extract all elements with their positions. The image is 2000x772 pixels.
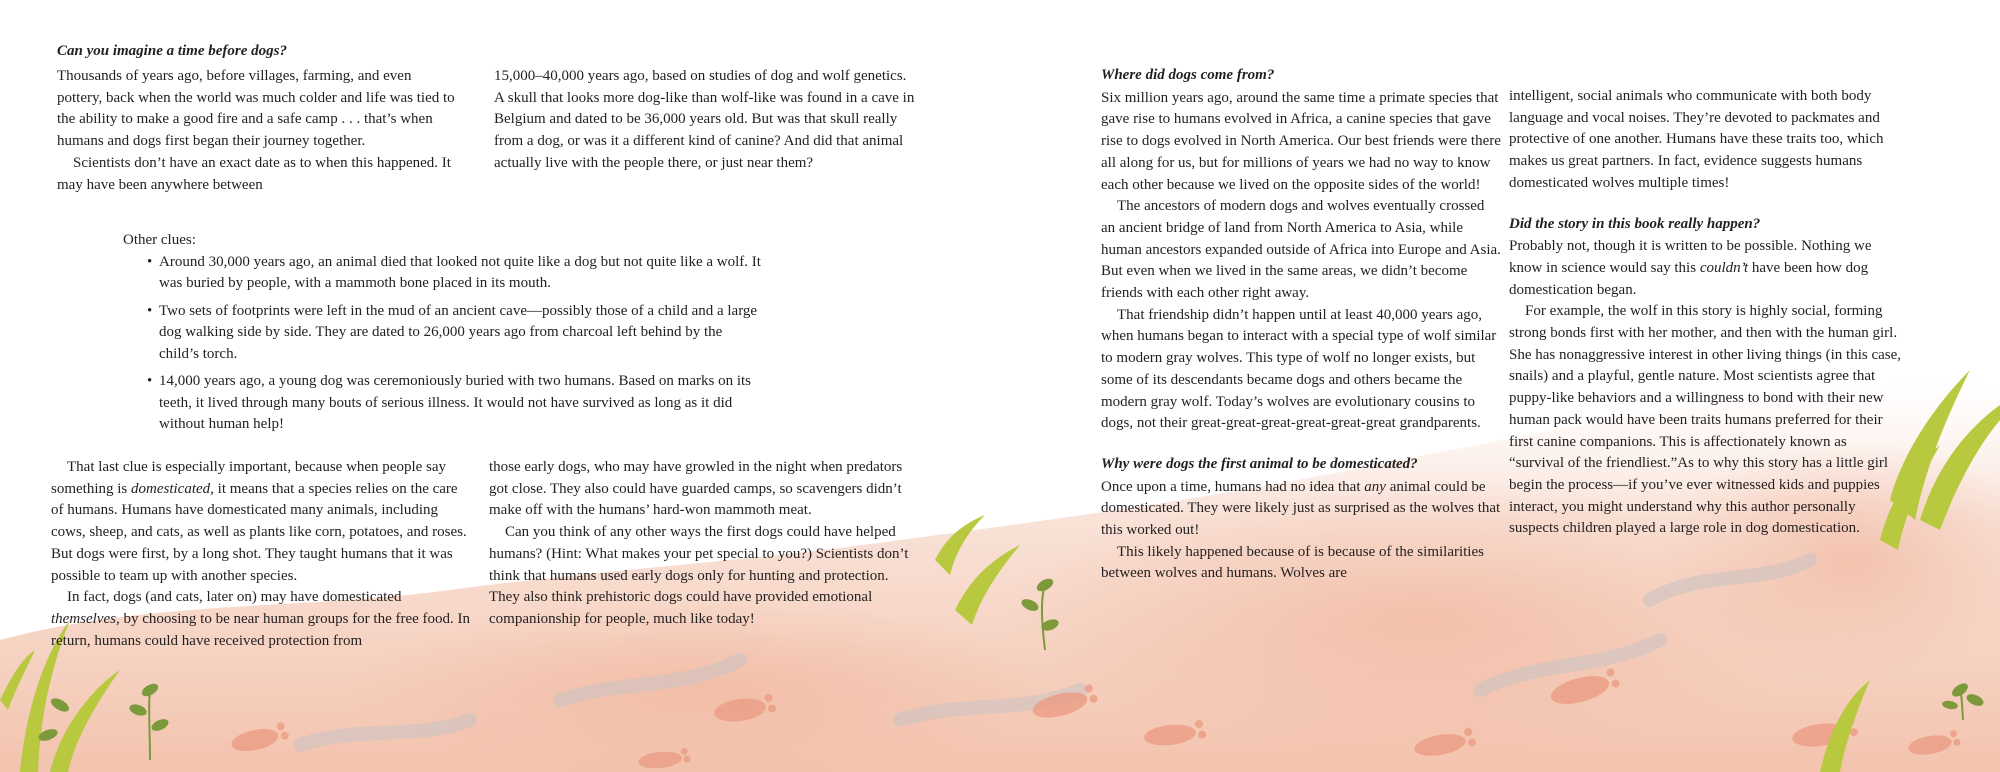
paragraph: The ancestors of modern dogs and wolves eventually crossed an ancient bridge of land from North America to Asia, while human ancestors expanded outside of Africa into Europe and Asia. But even when we lived in the same areas, we didn’t become friends with each other right away. <box>1101 198 1501 302</box>
right-col1 <box>1101 65 1501 585</box>
left-intro-col2 <box>494 66 918 175</box>
paragraph: That friendship didn’t happen until at least 40,000 years ago, when humans began to interact with a special type of wolf similar to modern gray wolves. This type of wolf no longer exists, but some of its descendants became dogs and others became the modern gray wolf. Today’s wolves are evolutionary cousins to dogs, not their great-great-great-great-great-great grandparents. <box>1101 306 1497 432</box>
emphasis: any <box>1364 478 1386 495</box>
clues-list <box>123 252 763 436</box>
clue-item: • Two sets of footprints were left in the mud of an ancient cave—possibly those of a child and a large dog walking side by side. They are dated to 26,000 years ago from charcoal left behind by the child’s torch. <box>159 301 763 366</box>
heading-why-dogs-first: Why were dogs the first animal to be domesticated? <box>1101 455 1418 472</box>
heading-story-happen: Did the story in this book really happen? <box>1509 215 1761 232</box>
paragraph: Scientists don’t have an exact date as to when this happened. It may have been anywhere between <box>57 154 451 193</box>
paragraph-themselves: In fact, dogs (and cats, later on) may have domesticated themselves, by choosing to be near human groups for the free food. In return, humans could have received protection from <box>51 589 471 649</box>
left-intro-heading-block <box>57 41 937 64</box>
heading-before-dogs: Can you imagine a time before dogs? <box>57 43 287 59</box>
left-bottom-col2 <box>489 457 909 631</box>
heading-where-dogs-come-from: Where did dogs come from? <box>1101 67 1275 83</box>
emphasis: themselves <box>51 610 116 627</box>
left-bottom-col1 <box>51 457 471 652</box>
clue-item: • 14,000 years ago, a young dog was ceremoniously buried with two humans. Based on marks on its teeth, it lived through many bouts of serious illness. It would not have survived as long as it did without human help! <box>159 371 763 436</box>
paragraph: This likely happened because of is because of the similarities between wolves and humans. Wolves are <box>1101 543 1484 582</box>
paragraph: Six million years ago, around the same time a primate species that gave rise to humans evolved in Africa, a canine species that gave rise to dogs evolved in North America. Our best friends were there all along for us, but for millions of years we had no way to know each other because we lived on the opposite sides of the world! <box>1101 89 1501 193</box>
emphasis: couldn’t <box>1699 259 1749 276</box>
clue-item: • Around 30,000 years ago, an animal died that looked not quite like a dog but not quite like a wolf. It was buried by people, with a mammoth bone placed in its mouth. <box>159 252 763 295</box>
paragraph: 15,000–40,000 years ago, based on studies of dog and wolf genetics. A skull that looks more dog-like than wolf-like was found in a cave in Belgium and dated to be 36,000 years old. But was that skull really from a dog, or was it a different kind of canine? And did that animal actually live with the people there, or just near them? <box>494 68 915 171</box>
paragraph-domesticated: That last clue is especially important, because when people say something is domesticated, it means that a species relies on the care of humans. Humans have domesticated many animals, including cows, sheep, and cats, as well as plants like corn, potatoes, and roses. But dogs were first, by a long shot. They taught humans that it was possible to team up with another species. <box>51 459 467 584</box>
paragraph: For example, the wolf in this story is highly social, forming strong bonds first with her mother, and then with the human girl. She has nonaggressive interest in other living things (in this case, snails) and a playful, gentle nature. Most scientists agree that puppy-like behaviors and a willingness to bond with their new human pack would have been traits humans preferred for their first canine companions. This is affectionately known as “survival of the friendliest.”As to why this story has a little girl begin the process—if you’ve ever witnessed kids and puppies interact, you might understand why this author personally suspects children played a large role in dog domestication. <box>1509 303 1902 537</box>
paragraph: Thousands of years ago, before villages, farming, and even pottery, back when the world was much colder and life was tied to the ability to make a good fire and a safe camp . . . that’s when humans and dogs first began their journey together. <box>57 68 455 150</box>
paragraph: intelligent, social animals who communicate with both body language and vocal noises. They’re devoted to packmates and protective of one another. Humans have these traits too, which makes us great partners. In fact, evidence suggests humans domesticated wolves multiple times! <box>1509 88 1884 191</box>
other-clues <box>123 230 763 442</box>
paragraph-couldnt: Probably not, though it is written to be possible. Nothing we know in science would say this couldn’t have been how dog domestication began. <box>1509 238 1872 298</box>
right-col2 <box>1509 86 1905 540</box>
paragraph: those early dogs, who may have growled in the night when predators got close. They also could have guarded camps, so scavengers didn’t make off with the humans’ hard-won mammoth meat. <box>489 459 903 519</box>
paragraph-any: Once upon a time, humans had no idea that any animal could be domesticated. They were likely just as surprised as the wolves that this worked out! <box>1101 478 1501 539</box>
emphasis: domesticated <box>131 480 211 497</box>
clues-title: Other clues: <box>123 232 196 248</box>
left-intro-col1 <box>57 66 457 196</box>
paragraph: Can you think of any other ways the first dogs could have helped humans? (Hint: What makes your pet special to you?) Scientists don’t think that humans used early dogs only for hunting and protection. They also think prehistoric dogs could have provided emotional companionship for people, much like today! <box>489 524 909 627</box>
